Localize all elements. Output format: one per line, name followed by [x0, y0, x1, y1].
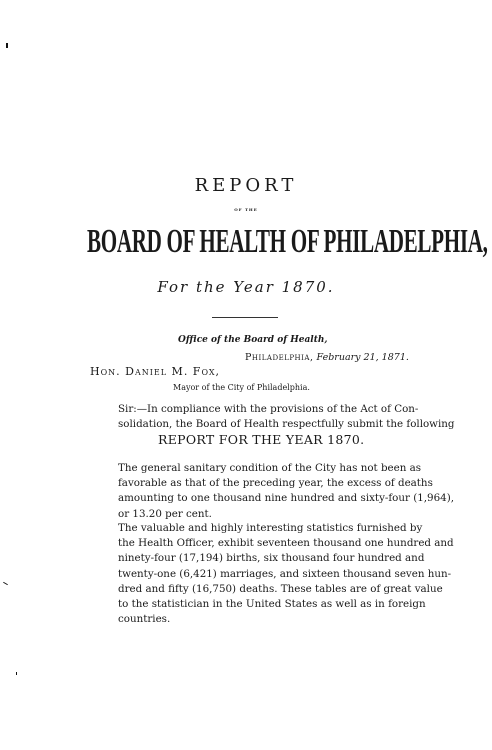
text-line: dred and fifty (16,750) deaths. These tables are of great value	[118, 582, 443, 595]
board-title: BOARD OF HEALTH OF PHILADELPHIA,	[87, 223, 488, 260]
scan-mark	[16, 672, 17, 675]
of-the-label: OF THE	[234, 207, 258, 212]
place-name: Philadelphia,	[245, 352, 314, 363]
intro-paragraph	[118, 402, 455, 432]
place-date-line	[245, 352, 409, 363]
office-line: Office of the Board of Health,	[178, 335, 328, 345]
text-line: ninety-four (17,194) births, six thousand four hundred and	[118, 552, 425, 565]
addressee-title: Mayor of the City of Philadelphia.	[173, 383, 310, 392]
text-line: amounting to one thousand nine hundred and sixty-four (1,964),	[118, 492, 454, 505]
text-line: solidation, the Board of Health respectfully submit the following	[118, 418, 455, 431]
text-line: to the statistician in the United States as well as in foreign	[118, 597, 426, 610]
text-line: Sir:—In compliance with the provisions of the Act of Con-	[118, 403, 419, 415]
statistics-paragraph	[118, 521, 454, 627]
scan-mark	[3, 582, 8, 585]
text-line: twenty-one (6,421) marriages, and sixteen thousand seven hun-	[118, 567, 452, 580]
text-line: the Health Officer, exhibit seventeen thousand one hundred and	[118, 537, 454, 550]
text-line: The valuable and highly interesting statistics furnished by	[118, 522, 423, 534]
divider-rule	[212, 317, 278, 318]
text-line: favorable as that of the preceding year, the excess of deaths	[118, 477, 433, 490]
text-line: The general sanitary condition of the City has not been as	[118, 462, 422, 474]
scan-mark	[6, 43, 8, 48]
letter-date: February 21, 1871.	[316, 352, 409, 363]
text-line: countries.	[118, 613, 171, 626]
year-subtitle: For the Year 1870.	[157, 278, 335, 296]
sanitary-paragraph	[118, 461, 454, 522]
addressee: Hon. Daniel M. Fox,	[90, 365, 221, 378]
report-title: REPORT	[194, 175, 298, 196]
text-line: or 13.20 per cent.	[118, 507, 212, 520]
section-heading: REPORT FOR THE YEAR 1870.	[158, 432, 365, 447]
